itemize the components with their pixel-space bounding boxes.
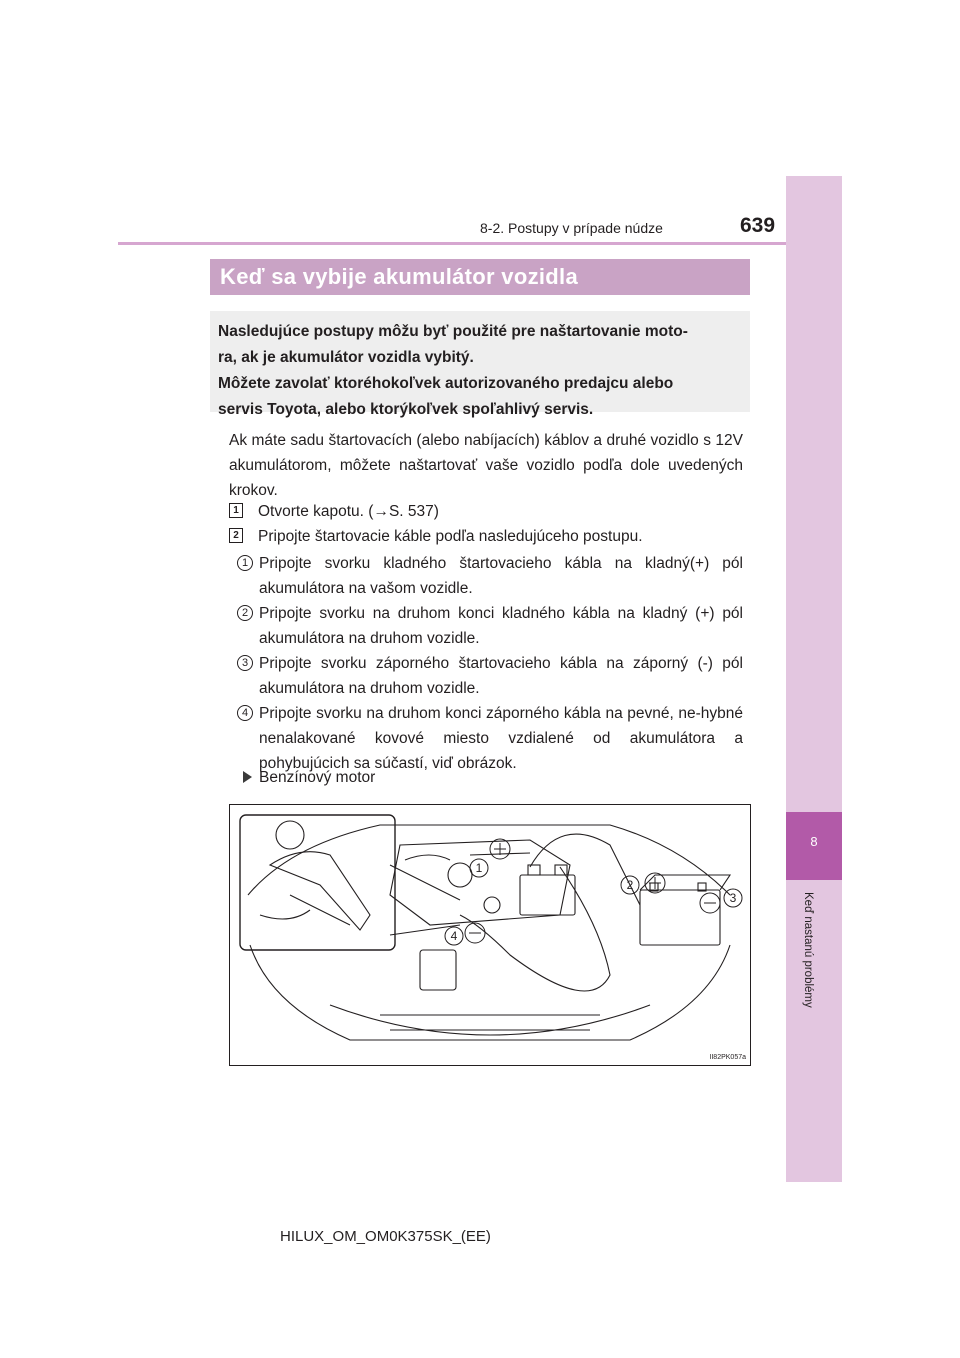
- substep-text: Pripojte svorku na druhom konci kladného kábla na kladný (+) pól akumulátora na druhom vozidle.: [259, 605, 743, 647]
- substep-number-circle: 1: [237, 555, 253, 571]
- figure-id: II82PK057a: [709, 1054, 746, 1061]
- note-line: servis Toyota, alebo ktorýkoľvek spoľahlivý servis.: [218, 401, 594, 418]
- substep-number-circle: 2: [237, 605, 253, 621]
- note-line: Môžete zavolať ktoréhokoľvek autorizovaného predajcu alebo: [218, 375, 674, 392]
- triangle-bullet-icon: [243, 771, 252, 783]
- callout-2-label: 2: [626, 878, 634, 892]
- info-note-box: [210, 311, 750, 418]
- callout-4-label: 4: [450, 929, 458, 943]
- page-title-bar: [210, 259, 750, 295]
- step-number-box: 1: [229, 503, 243, 518]
- bullet-text: Benzínový motor: [259, 769, 376, 786]
- note-line: ra, ak je akumulátor vozidla vybitý.: [218, 349, 474, 366]
- chapter-number: 8: [810, 834, 818, 849]
- engine-jumpstart-figure: [229, 804, 751, 1066]
- section-heading: 8-2. Postupy v prípade núdze: [480, 220, 663, 236]
- substep-number-circle: 3: [237, 655, 253, 671]
- step-text: Pripojte štartovacie káble podľa nasledujúceho postupu.: [258, 528, 643, 545]
- callout-3-label: 3: [729, 891, 737, 905]
- page-number: 639: [740, 214, 776, 237]
- callout-1-label: 1: [475, 861, 483, 875]
- intro-paragraph: Ak máte sadu štartovacích (alebo nabíjacích) káblov a druhé vozidlo s 12V akumulátorom, môžete naštartovať vaše vozidlo podľa dole uvedených krokov.: [229, 432, 743, 499]
- chapter-title-vertical: [792, 892, 836, 1092]
- substep-text: Pripojte svorku kladného štartovacieho kábla na kladný(+) pól akumulátora na vašom vozidle.: [259, 555, 743, 597]
- step-number-box: 2: [229, 528, 243, 543]
- page-title: Keď sa vybije akumulátor vozidla: [220, 264, 578, 289]
- footer-code: HILUX_OM_OM0K375SK_(EE): [280, 1228, 491, 1245]
- substep-number-circle: 4: [237, 705, 253, 721]
- substep-text: Pripojte svorku záporného štartovacieho kábla na záporný (-) pól akumulátora na druhom vozidle.: [259, 655, 743, 697]
- step-text: Otvorte kapotu. (→S. 537): [258, 503, 439, 520]
- engine-illustration: [230, 805, 750, 1065]
- substep-text: Pripojte svorku na druhom konci záporného kábla na pevné, ne-hybné nenalakované kovové miesto vzdialené od akumulátora a pohybujúcich sa súčastí, viď obrázok.: [259, 705, 743, 772]
- chapter-title: Keď nastanú problémy: [802, 892, 814, 1008]
- note-line: Nasledujúce postupy môžu byť použité pre naštartovanie moto-: [218, 323, 688, 340]
- header-rule: [118, 242, 786, 245]
